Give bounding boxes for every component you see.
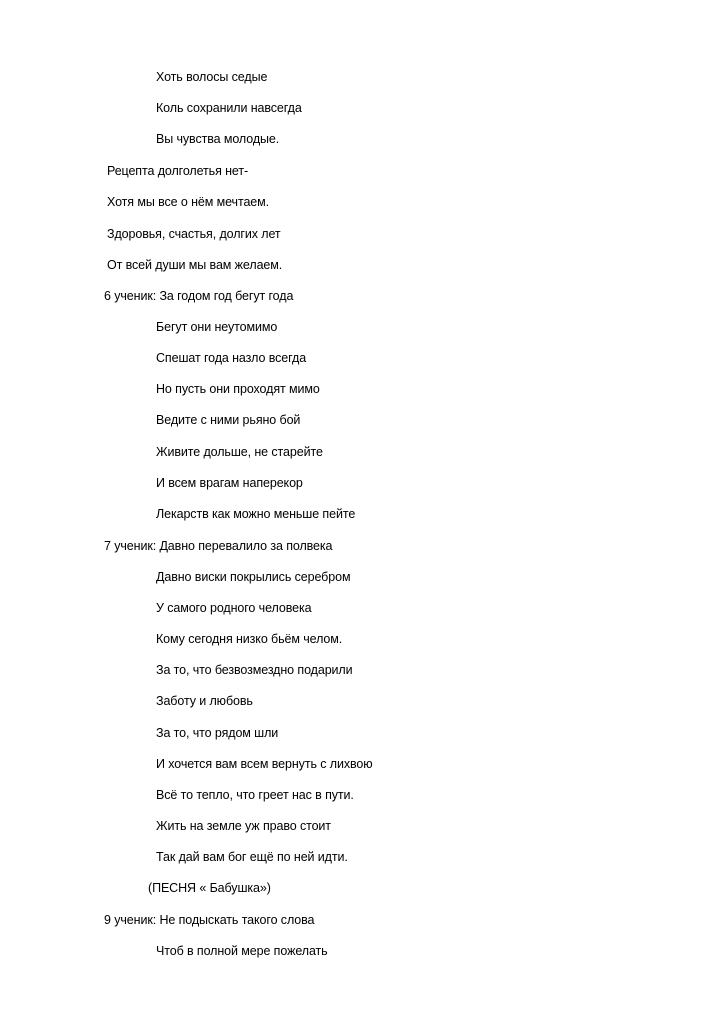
text-line: Вы чувства молодые. <box>156 132 280 146</box>
text-line: Коль сохранили навсегда <box>156 101 302 115</box>
text-line: Давно виски покрылись серебром <box>156 570 351 584</box>
stage-direction: (ПЕСНЯ « Бабушка») <box>148 881 271 895</box>
text-line: Хоть волосы седые <box>156 70 268 84</box>
text-line: Бегут они неутомимо <box>156 320 278 334</box>
text-line: Всё то тепло, что греет нас в пути. <box>156 788 354 802</box>
text-line: Лекарств как можно меньше пейте <box>156 507 356 521</box>
text-line: За то, что рядом шли <box>156 726 279 740</box>
text-line: За то, что безвозмездно подарили <box>156 663 353 677</box>
text-line: Кому сегодня низко бьём челом. <box>156 632 343 646</box>
speaker-line: 7 ученик: Давно перевалило за полвека <box>104 539 333 553</box>
text-line: Спешат года назло всегда <box>156 351 307 365</box>
text-line: Так дай вам бог ещё по ней идти. <box>156 850 348 864</box>
text-line: Чтоб в полной мере пожелать <box>156 944 328 958</box>
text-line: Но пусть они проходят мимо <box>156 382 320 396</box>
speaker-line: 9 ученик: Не подыскать такого слова <box>104 913 315 927</box>
text-line: У самого родного человека <box>156 601 312 615</box>
text-line: От всей души мы вам желаем. <box>107 258 283 272</box>
text-line: Жить на земле уж право стоит <box>156 819 331 833</box>
text-line: И всем врагам наперекор <box>156 476 303 490</box>
text-line: Заботу и любовь <box>156 694 253 708</box>
text-line: И хочется вам всем вернуть с лихвою <box>156 757 373 771</box>
speaker-line: 6 ученик: За годом год бегут года <box>104 289 294 303</box>
text-line: Ведите с ними рьяно бой <box>156 413 301 427</box>
text-line: Здоровья, счастья, долгих лет <box>107 227 281 241</box>
text-line: Хотя мы все о нём мечтаем. <box>107 195 270 209</box>
text-line: Рецепта долголетья нет- <box>107 164 249 178</box>
text-line: Живите дольше, не старейте <box>156 445 323 459</box>
